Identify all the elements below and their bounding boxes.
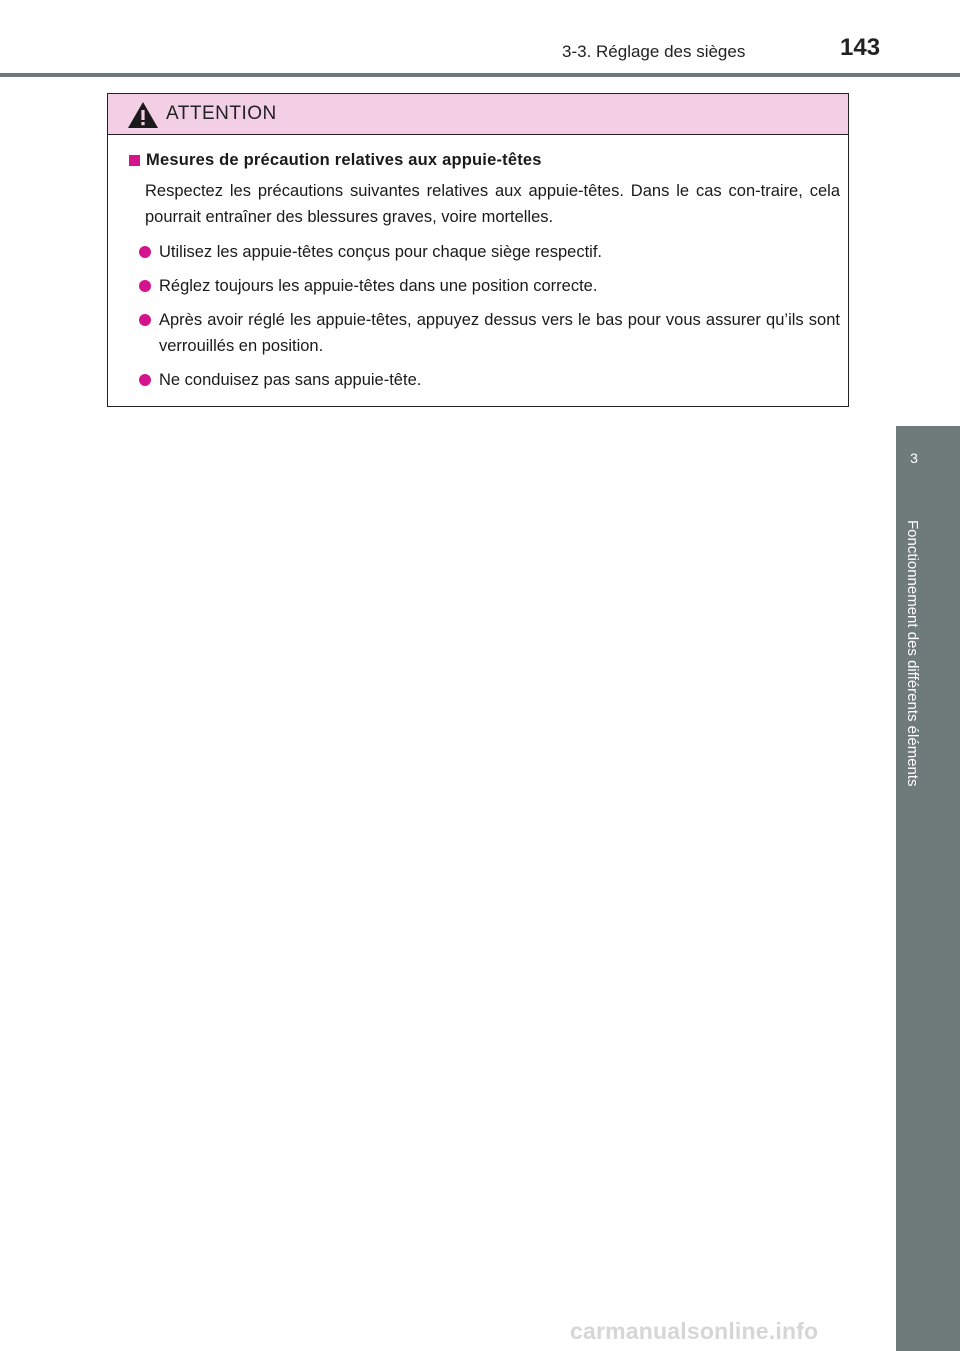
warning-box [107,93,849,407]
circle-bullet-icon [139,374,151,386]
chapter-title: Fonctionnement des différents éléments [904,520,921,787]
list-item [139,273,840,299]
list-item-text: Ne conduisez pas sans appuie-tête. [159,371,422,389]
list-item [139,367,840,393]
watermark: carmanualsonline.info [570,1318,819,1344]
warning-triangle-icon [127,101,159,129]
circle-bullet-icon [139,246,151,258]
circle-bullet-icon [139,314,151,326]
intro-paragraph: Respectez les précautions suivantes relatives aux appuie-têtes. Dans le cas con-traire, cela pourrait entraîner des blessures graves, voire mortelles. [145,182,840,226]
chapter-number: 3 [910,450,918,466]
chapter-tab [896,426,960,508]
circle-bullet-icon [139,280,151,292]
warning-body [108,135,848,393]
list-item-text: Réglez toujours les appuie-têtes dans une position correcte. [159,277,598,295]
list-item-text: Après avoir réglé les appuie-têtes, appuyez dessus vers le bas pour vous assurer qu’ils sont verrouillés en position. [159,311,840,355]
square-bullet-icon [129,155,140,166]
page-number: 143 [840,34,881,61]
list-item [139,239,840,265]
section-heading [129,151,840,170]
section-heading-text: Mesures de précaution relatives aux appuie-têtes [146,151,542,169]
list-item [139,307,840,359]
header-rule [0,73,960,77]
section-title: 3-3. Réglage des sièges [562,42,746,61]
warning-header [108,94,848,135]
list-item-text: Utilisez les appuie-têtes conçus pour chaque siège respectif. [159,243,602,261]
warning-title: ATTENTION [166,103,277,124]
